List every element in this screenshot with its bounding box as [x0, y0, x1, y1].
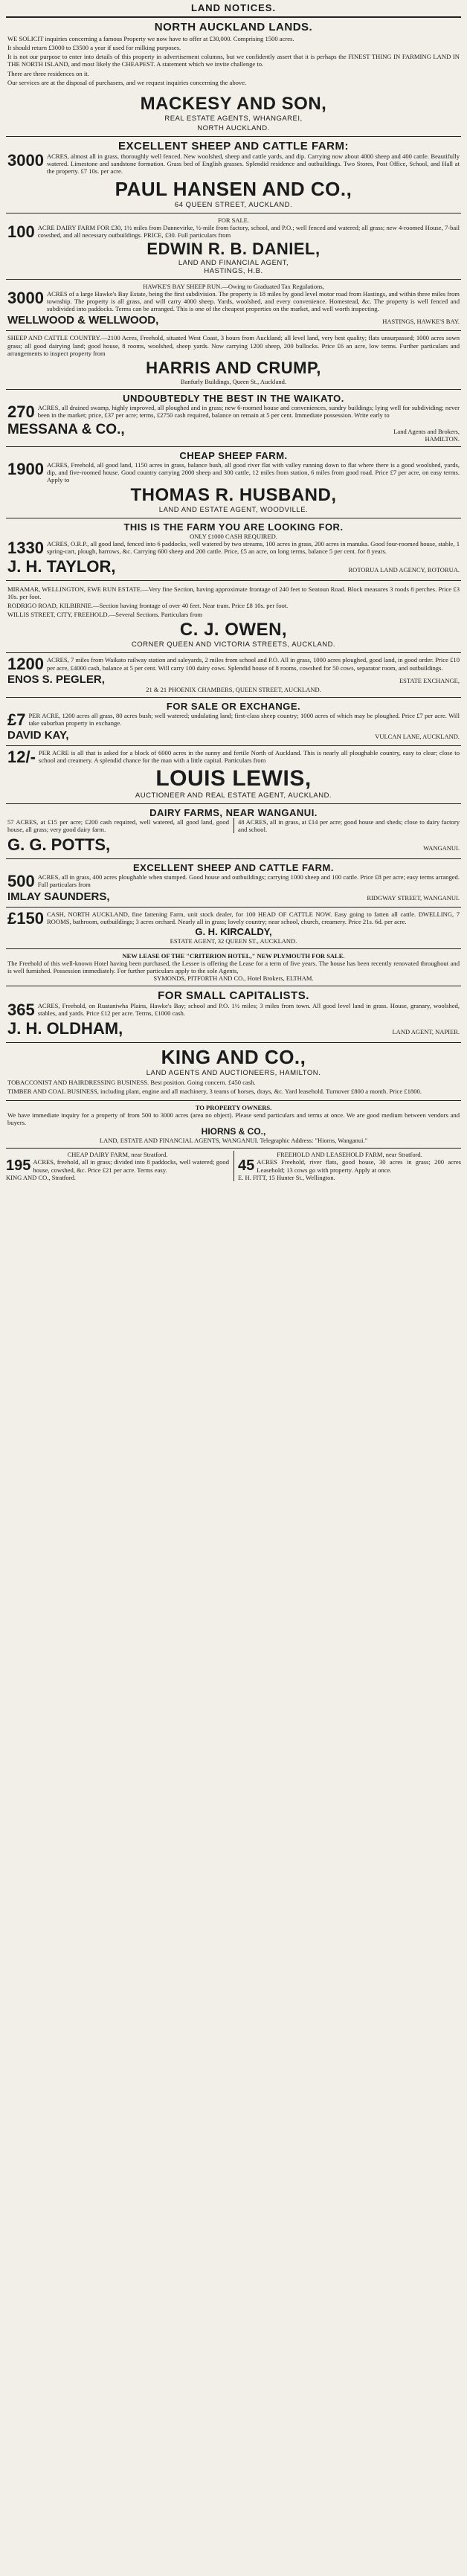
agent-name: G. H. KIRCALDY, [195, 925, 272, 937]
ad-fitt [234, 1151, 461, 1181]
ad-taylor [6, 518, 461, 581]
ad-title: TO PROPERTY OWNERS. [195, 1104, 272, 1112]
ad-body: ACRE DAIRY FARM FOR £30, 1½ miles from Dannevirke, ½-mile from factory, school, and P.O.; well fenced and watered; all grass; new 4-roomed House, 7-bail cowshed, and all necessary outbuildings. PRICE, £30. Full particulars from [37, 224, 460, 240]
ad-title: FOR SALE. [217, 216, 250, 225]
ad-column: 48 ACRES, all in grass, at £14 per acre; good house and sheds; close to dairy factory and school. [234, 818, 460, 833]
ad-lead: 45 [238, 1157, 255, 1175]
ad-lead: 500 [7, 872, 35, 891]
ad-body: ACRES, Freehold, on Ruataniwha Plains, Hawke's Bay; school and P.O. 1½ miles; 3 miles from town. All good level land in grass. House, granary, woolshed, stables, and yards. Price £12 per acre. Terms, £1000 cash. [37, 1002, 460, 1018]
ad-body: ACRES, all in grass, 400 acres ploughable when stumped. Good house and outbuildings; carrying 1000 sheep and 100 cattle. Price £8 per acre; easy terms arranged. Full particulars from [37, 873, 460, 889]
ad-body: ACRES, Freehold, all good land, 1150 acres in grass, balance bush, all good river flat with valley running down to flat where there is a good woolshed, yards, dip, and five-roomed house. Good country carrying 2000 sheep and 300 cattle, 12 miles from station, 6 miles from good road. Price £7 per acre, on easy terms. Apply to [46, 460, 460, 484]
agent-subtitle: LAND AGENTS AND AUCTIONEERS, HAMILTON. [146, 1068, 321, 1077]
ad-lead: 3000 [7, 150, 44, 170]
ad-body: PER ACRE is all that is asked for a block of 6000 acres in the sunny and fertile North of Auckland. This is nearly all ploughable country, easy to clear; close to school and creamery. A splendid chance for the man with a little capital. Particulars from [38, 749, 460, 765]
agent-subtitle: AUCTIONEER AND REAL ESTATE AGENT, AUCKLAND. [135, 791, 332, 800]
agent-name: THOMAS R. HUSBAND, [130, 485, 337, 506]
ad-title: NEW LEASE OF THE "CRITERION HOTEL," NEW PLYMOUTH FOR SALE. [122, 951, 345, 960]
agent-address: VULCAN LANE, AUCKLAND. [375, 733, 460, 741]
agent-subtitle: ESTATE EXCHANGE, [399, 677, 460, 685]
agent-subtitle: ROTORUA LAND AGENCY, ROTORUA. [348, 565, 460, 574]
ad-body: ACRES Freehold, river flats, good house, 30 acres in grass; 200 acres Leasehold; 13 cows go with property. Apply at once. [257, 1158, 461, 1174]
ad-body: CASH, NORTH AUCKLAND, fine fattening Farm, unit stock dealer, for 100 HEAD OF CATTLE NOW. Easy going to fatten all cattle. DWELLING, 7 ROOMS, bathroom, outbuildings; 3 acres orchard. Nearly all in grass; lovely country; near school, church, creamery. Price 21s. 6d. per acre. [46, 910, 460, 926]
agent-name: MACKESY AND SON, [140, 93, 327, 114]
ad-paragraph: TIMBER AND COAL BUSINESS, including plant, engine and all machinery, 3 teams of horses, drays, &c. Yard leasehold. Turnover £800 a month. Price £1800. [7, 1087, 422, 1095]
ad-hiorns [6, 1101, 461, 1149]
ad-subtitle: ONLY £1000 CASH REQUIRED. [190, 533, 277, 541]
agent-address: 21 & 21 PHOENIX CHAMBERS, QUEEN STREET, AUCKLAND. [146, 686, 321, 694]
agent-address: Banfurly Buildings, Queen St., Auckland. [180, 377, 287, 385]
ad-messana [6, 390, 461, 447]
ad-title: EXCELLENT SHEEP AND CATTLE FARM. [133, 862, 334, 874]
agent-place: NORTH AUCKLAND. [197, 123, 270, 132]
agent-name: ENOS S. PEGLER, [7, 673, 105, 687]
agent-place: HASTINGS, HAWKE'S BAY. [382, 318, 460, 326]
ad-body: PER ACRE, 1200 acres all grass, 80 acres bush; well watered; undulating land; first-class sheep country; 1000 acres of which may be ploughed. Price £7 per acre. Will take suburban property in exchange. [28, 712, 460, 727]
ad-lead: 1200 [7, 655, 44, 674]
ad-harris [6, 331, 461, 389]
ad-pegler [6, 653, 461, 698]
ad-hansen [6, 137, 461, 213]
ad-title: NORTH AUCKLAND LANDS. [154, 21, 313, 33]
ad-paragraph: It should return £3000 to £3500 a year if used for milking purposes. [7, 44, 181, 52]
ad-kircaldy [6, 908, 461, 949]
land-notices-page [6, 0, 461, 1181]
ad-title: CHEAP SHEEP FARM. [179, 449, 288, 461]
ad-lead: 365 [7, 1000, 35, 1020]
ad-body: The Freehold of this well-known Hotel having been purchased, the Lessee is offering the Lease for a term of five years. The house has been recently renovated throughout and is well furnished. Possession immediately. For further particulars apply to the sole Agents, [7, 959, 460, 974]
ad-title: FOR SALE OR EXCHANGE. [166, 701, 301, 713]
agent-place: WANGANUI. [423, 844, 460, 852]
ad-potts [6, 804, 461, 859]
ad-column: 57 ACRES, at £15 per acre; £200 cash required, well watered, all good land, good house, all grass; very good dairy farm. [7, 818, 229, 834]
ad-lead: 1330 [7, 539, 44, 558]
ad-king-stratford [6, 1151, 229, 1181]
ad-paragraph: Our services are at the disposal of purchasers, and we request inquiries concerning the above. [7, 78, 247, 86]
agent-address: 64 QUEEN STREET, AUCKLAND. [174, 201, 293, 210]
agent-subtitle: REAL ESTATE AGENTS, WHANGAREI, [164, 114, 303, 123]
agent-name: SYMONDS, PITFORTH AND CO., Hotel Brokers, ELTHAM. [153, 974, 314, 983]
agent-name: G. G. POTTS, [7, 835, 111, 855]
ad-title: DAIRY FARMS, NEAR WANGANUI. [149, 806, 318, 818]
ad-oldham [6, 986, 461, 1043]
ad-title: EXCELLENT SHEEP AND CATTLE FARM: [118, 139, 349, 152]
ad-title: HAWKE'S BAY SHEEP RUN.—Owing to Graduated Tax Regulations, [143, 283, 324, 291]
ad-paragraph: There are three residences on it. [7, 69, 89, 77]
ad-paragraph: TOBACCONIST AND HAIRDRESSING BUSINESS. Best position. Going concern. £450 cash. [7, 1078, 256, 1086]
ad-lead: 12/- [7, 748, 36, 767]
ad-title: CHEAP DAIRY FARM, near Stratford. [67, 1151, 168, 1159]
ad-body: ACRES, freehold, all in grass; divided into 8 paddocks, well watered; good house, cowshed, &c. Price £21 per acre. Terms easy. [33, 1158, 229, 1174]
ad-title: FREEHOLD AND LEASEHOLD FARM, near Stratford. [277, 1151, 422, 1159]
ad-paragraph: MIRAMAR, WELLINGTON, EWE RUN ESTATE.—Very fine Section, having approximate frontage of 240 feet to Seatoun Road. Block measures 3 roods 8 perches. Price £3 10s. per foot. [7, 585, 460, 601]
agent-name: EDWIN R. B. DANIEL, [146, 240, 321, 259]
ad-saunders [6, 859, 461, 908]
agent-name: HIORNS & CO., [201, 1126, 266, 1137]
ad-title: FOR SMALL CAPITALISTS. [158, 989, 309, 1003]
agent-address: RIDGWAY STREET, WANGANUI. [367, 893, 460, 902]
agent-name: PAUL HANSEN AND CO., [115, 178, 352, 201]
ad-north-auckland [6, 18, 461, 137]
masthead: LAND NOTICES. [6, 0, 461, 18]
ad-body: ACRES of a large Hawke's Bay Estate, being the first subdivision. The property is 18 miles by good level motor road from Hastings, and within three miles from township. The property is all grass, and will carry 4000 sheep. Yards, woolshed, and every convenience. Homestead, &c. The property is well fenced and subdivided into paddocks. Terms can be arranged. This is one of the cheapest properties on the market, and well worth inspecting. [46, 290, 460, 313]
agent-name: LOUIS LEWIS, [155, 765, 312, 791]
ad-lead: 1900 [7, 459, 44, 478]
agent-name: KING AND CO., Stratford. [6, 1173, 76, 1181]
ad-owen [6, 581, 461, 654]
ad-criterion [6, 949, 461, 986]
ad-lead: 100 [7, 222, 35, 242]
agent-address: LAND, ESTATE AND FINANCIAL AGENTS, WANGANUI. Telegraphic Address: "Hiorns, Wanganui." [99, 1137, 368, 1145]
ad-title: UNDOUBTEDLY THE BEST IN THE WAIKATO. [123, 392, 344, 404]
ad-title: THIS IS THE FARM YOU ARE LOOKING FOR. [123, 521, 344, 533]
ad-lead: 3000 [7, 289, 44, 308]
ad-husband [6, 447, 461, 518]
ad-paragraph: WILLIS STREET, CITY, FREEHOLD.—Several Sections. Particulars from [7, 611, 203, 619]
agent-name: E. H. FITT, 15 Hunter St., Wellington. [238, 1173, 335, 1181]
ad-paragraph: RODRIGO ROAD, KILBIRNIE.—Section having frontage of over 40 feet. Near tram. Price £8 10s. per foot. [7, 602, 289, 610]
ad-body: ACRES, almost all in grass, thoroughly well fenced. New woolshed, sheep and cattle yards, and dip. Carrying now about 4000 sheep and 400 cattle. Beautifully watered. Limestone and sandstone formation. Grass bed of English grasses. Splendid residence and outbuildings. Two Stores, Post Office, School, and Hall at the property. £7 10s. per acre. [46, 152, 460, 176]
ad-body: We have immediate inquiry for a property of from 500 to 3000 acres (area no object). Please send particulars and terms at once. We are good medium between vendors and buyers. [7, 1111, 460, 1127]
bottom-columns [6, 1149, 461, 1181]
agent-place: HASTINGS, H.B. [204, 267, 263, 276]
ad-body: ACRES, all drained swamp, highly improved, all ploughed and in grass; new 6-roomed house and conveniences, sundry buildings; lying well for subdividing; never been in the market; price, £37 per acre; terms, £2750 cash required, balance on remain at 5 per cent. Immediate possession. Write early to [37, 403, 460, 420]
agent-name: MESSANA & CO., [7, 421, 125, 437]
agent-name: J. H. TAYLOR, [7, 556, 116, 576]
agent-name: KING AND CO., [161, 1045, 306, 1068]
ad-daniel [6, 213, 461, 280]
ad-lewis [6, 746, 461, 804]
agent-subtitle: LAND AND ESTATE AGENT, WOODVILLE. [158, 506, 309, 515]
ad-paragraph: It is not our purpose to enter into details of this property in advertisement columns, but we confidently assert that it is perhaps the FINEST THING IN FARMING LAND IN THE NORTH ISLAND, and most likely the CHEAPEST. A statement which we invite challenge to. [7, 53, 460, 68]
agent-address: CORNER QUEEN AND VICTORIA STREETS, AUCKLAND. [131, 640, 336, 649]
ad-lead: £7 [7, 710, 26, 730]
agent-name: IMLAY SAUNDERS, [7, 890, 110, 903]
agent-name: DAVID KAY, [7, 729, 69, 742]
agent-subtitle: Land Agents and Brokers, [393, 427, 460, 435]
agent-place: HAMILTON. [425, 434, 460, 443]
ad-body: ACRES, O.R.P., all good land, fenced into 6 paddocks, well watered by two streams, 100 acres in grass, 200 acres in manuka. Good four-roomed house, stable, 1 spring-cart, plough, harrows, &c. Carrying 600 sheep and 200 cattle. Price, £5 an acre, on long terms, balance 5 per cent. for 8 years. [46, 540, 460, 556]
agent-name: C. J. OWEN, [179, 620, 288, 640]
ad-body: SHEEP AND CATTLE COUNTRY.—2100 Acres, Freehold, situated West Coast, 3 hours from Auckland; all level land, very best quality; flats unsurpassed; 1000 acres sown grass; all good dairying land; good house, 8 rooms, woolshed, sheep yards. Now carrying 1200 sheep, 200 bullocks. Price £6 an acre, low terms. Further particulars and arrangements to inspect property from [7, 334, 460, 357]
ad-wellwood [6, 280, 461, 331]
ad-lead: 270 [7, 402, 35, 421]
agent-subtitle: LAND AND FINANCIAL AGENT, [178, 259, 289, 268]
ad-paragraph: WE SOLICIT inquiries concerning a famous Property we now have to offer at £30,000. Comprising 1500 acres. [7, 35, 294, 42]
agent-name: WELLWOOD & WELLWOOD, [7, 314, 159, 327]
ad-lead: £150 [7, 908, 44, 928]
agent-subtitle: ESTATE AGENT, 32 QUEEN ST., AUCKLAND. [170, 937, 297, 945]
ad-body: ACRES, 7 miles from Waikato railway station and saleyards, 2 miles from school and P.O. All in grass, 1000 acres ploughed, good land, in good order. Price £10 per acre, £4000 cash, balance at 5 per cent. Will carry 100 dairy cows. Splendid house of 8 rooms, cowshed for 50 cows, separator room, and outbuildings. [46, 656, 460, 672]
agent-name: HARRIS AND CRUMP, [146, 358, 321, 377]
ad-lead: 195 [6, 1157, 31, 1175]
agent-subtitle: LAND AGENT, NAPIER. [392, 1027, 460, 1035]
agent-name: J. H. OLDHAM, [7, 1018, 123, 1038]
ad-kay [6, 698, 461, 746]
ad-king [6, 1043, 461, 1101]
